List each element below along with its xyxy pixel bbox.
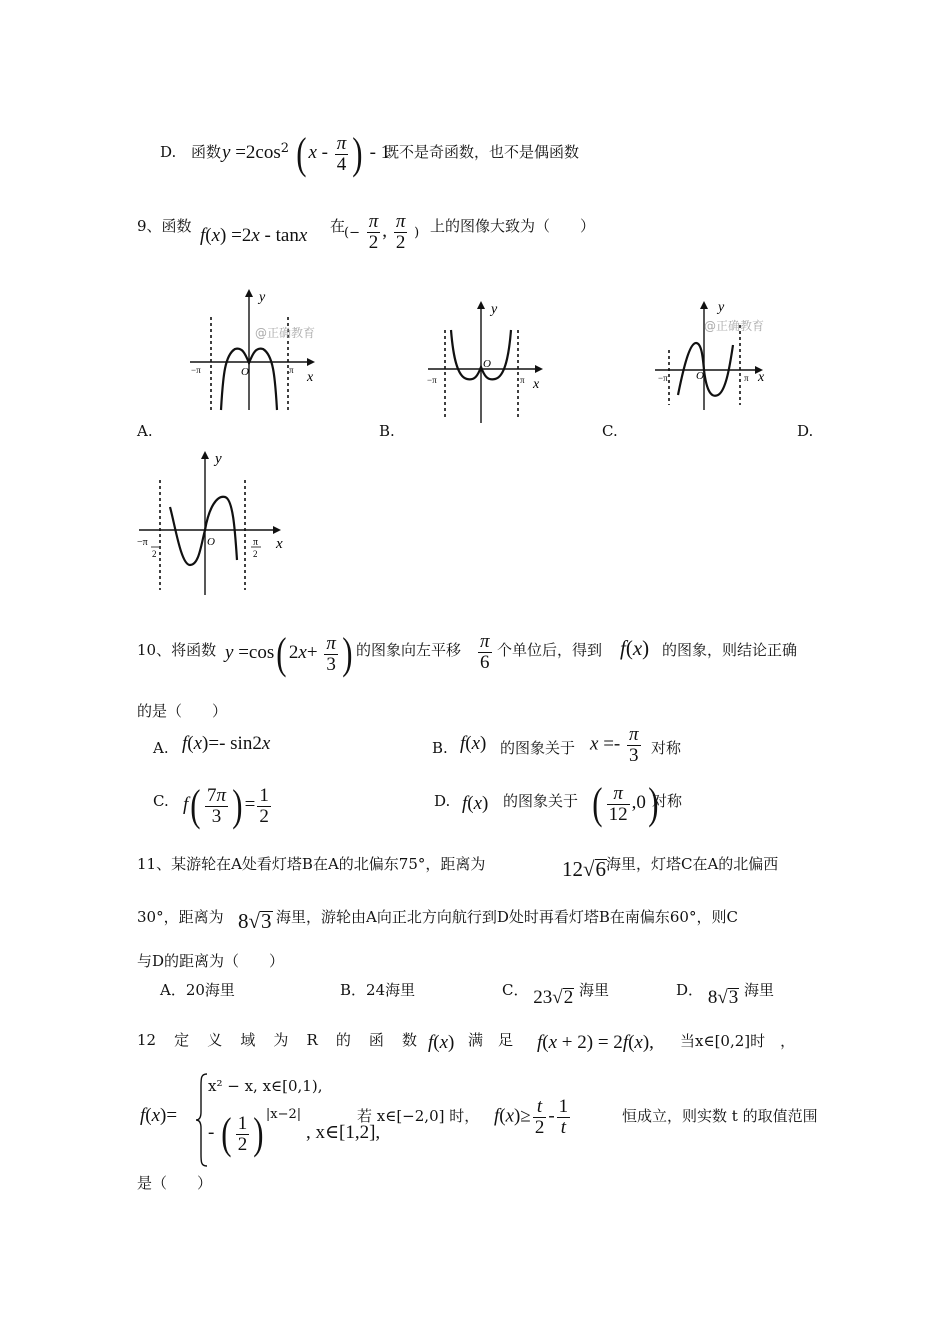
q11-line3: 与D的距离为（ ） xyxy=(137,952,285,970)
svg-text:2: 2 xyxy=(253,549,258,559)
graph-a xyxy=(185,285,325,415)
svg-text:x: x xyxy=(533,377,540,392)
q12-ineq: f(x)≥ $\frac{t}{2}$ - $\frac{1}{t}$ xyxy=(494,1096,569,1138)
svg-text:−π: −π xyxy=(191,365,201,375)
option-label: D. xyxy=(160,143,177,161)
option-c-label: C. xyxy=(602,422,618,440)
svg-text:x: x xyxy=(276,536,283,552)
svg-text:O: O xyxy=(207,536,215,548)
svg-text:π: π xyxy=(744,373,749,383)
q10-a-label: A. xyxy=(153,739,169,757)
graph-b xyxy=(425,295,550,425)
q10-after-shift: 个单位后，得到 xyxy=(497,641,603,659)
y-label: y xyxy=(259,290,266,305)
q12-fx1: f(x) xyxy=(428,1032,455,1053)
q11-opt-b: B．24海里 xyxy=(340,981,416,999)
q8-d-word: 函数 xyxy=(191,143,222,161)
q8-option-d xyxy=(160,141,221,163)
svg-text:y: y xyxy=(215,451,222,467)
q11-opt-a: A．20海里 xyxy=(160,981,235,999)
q10-tail: 的图象，则结论正确 xyxy=(662,641,798,659)
watermark: @正确教育 xyxy=(255,326,316,340)
q10-d-label: D. xyxy=(434,792,451,810)
q10-d-mid: 的图象关于 xyxy=(503,792,579,810)
svg-text:−π: −π xyxy=(137,537,148,548)
svg-text:O: O xyxy=(483,358,491,370)
q11-dist1: 12√6 xyxy=(562,857,607,881)
q10-after-func: 的图象向左平移 xyxy=(356,641,462,659)
q10-b-x: x =- $\frac{\pi}{3}$ xyxy=(590,724,639,766)
svg-text:x: x xyxy=(758,370,765,385)
q11-opt-d: D． 8√3 海里 xyxy=(676,981,775,1008)
svg-text:−π: −π xyxy=(658,373,668,383)
q10-b-mid: 的图象关于 xyxy=(500,739,576,757)
q10-d-tail: 对称 xyxy=(652,792,683,810)
q10-fx: f(x) xyxy=(620,636,650,660)
q10-func: y =cos( 2x+ $\frac{\pi}{3}$ ) xyxy=(225,629,353,678)
q12-line1: 12 定 义 域 为 R 的 函 数 xyxy=(137,1031,417,1049)
q12-piece1: x² − x, x∈[0,1), xyxy=(208,1077,323,1095)
option-b-label: B. xyxy=(379,422,395,440)
q12-relation: f(x + 2) = 2f(x), xyxy=(537,1032,654,1053)
q8-formula: $y =2\cos^2$ ( x - $\frac{\pi}{4}$ ) - 1 xyxy=(222,129,391,178)
svg-text:π: π xyxy=(289,365,294,375)
x-label: x xyxy=(307,370,314,385)
q12-if: 若 x∈[−2,0] 时， xyxy=(357,1107,480,1125)
svg-text:y: y xyxy=(718,300,725,315)
q10-c-label: C. xyxy=(153,792,169,810)
q10-line2: 的是（ ） xyxy=(137,702,228,720)
q11-line1-tail: 海里，灯塔C在A的北偏西 xyxy=(606,855,779,873)
q10-d-point: ( $\frac{\pi}{12}$ ,0) xyxy=(592,779,659,828)
svg-text:π: π xyxy=(520,375,525,385)
q11-line2-tail: 海里，游轮由A向正北方向航行到D处时再看灯塔B在南偏东60°，则C xyxy=(276,908,738,926)
q12-line3: 是（ ） xyxy=(137,1174,213,1192)
q9-interval: (− $\frac{\pi}{2}$ , $\frac{\pi}{2}$ ) xyxy=(344,211,420,253)
q12-satisfy: 满 足 xyxy=(468,1031,514,1049)
option-d-label: D. xyxy=(797,422,814,440)
q10-c-text: f( $\frac{7\pi}{3}$ ) = $\frac{1}{2}$ xyxy=(183,781,269,830)
graph-d xyxy=(135,445,295,603)
q9-mid: 在 xyxy=(330,217,346,235)
q12-fx-def: f(x)= xyxy=(140,1105,178,1126)
q10-d-fx: f(x) xyxy=(462,793,489,814)
svg-text:@正确教育: @正确教育 xyxy=(704,319,765,333)
q12-when: 当x∈[0,2]时 ， xyxy=(680,1032,796,1050)
q12-cond-tail: 恒成立，则实数 t 的取值范围 xyxy=(622,1107,818,1125)
q10-shift: $\frac{\pi}{6}$ xyxy=(480,631,490,673)
q11-line2-head: 30°，距离为 xyxy=(137,908,224,926)
q11-dist2: 8√3 xyxy=(238,909,272,933)
svg-text:2: 2 xyxy=(152,549,157,559)
q10-b-label: B. xyxy=(432,739,448,757)
q9-function: f(x) =2x - tanx xyxy=(200,225,308,246)
q11-opt-c: C． 23√2 海里 xyxy=(502,981,609,1008)
svg-text:π: π xyxy=(253,537,259,548)
q10-number: 10、将函数 xyxy=(137,641,217,659)
graph-c xyxy=(652,295,777,415)
svg-text:O: O xyxy=(696,370,704,382)
svg-text:−π: −π xyxy=(427,375,437,385)
q9-number: 9、函数 xyxy=(137,217,192,235)
origin-label: O xyxy=(241,366,249,378)
q10-b-fx: f(x) xyxy=(460,733,487,754)
q12-piece2: - ( $\frac{1}{2}$ ) $^{|x-2|}$ , x∈[1,2], xyxy=(208,1107,381,1158)
svg-text:y: y xyxy=(491,302,498,317)
option-a-label: A. xyxy=(137,422,153,440)
q8-d-tail: 既不是奇函数，也不是偶函数 xyxy=(384,143,580,161)
q11-line1: 11、某游轮在A处看灯塔B在A的北偏东75°，距离为 xyxy=(137,855,486,873)
q10-a-text: f(x)=- sin2x xyxy=(182,733,271,754)
q9-tail: 上的图像大致为（ ） xyxy=(430,217,596,235)
q10-b-tail: 对称 xyxy=(651,739,682,757)
piecewise-brace xyxy=(195,1072,209,1168)
